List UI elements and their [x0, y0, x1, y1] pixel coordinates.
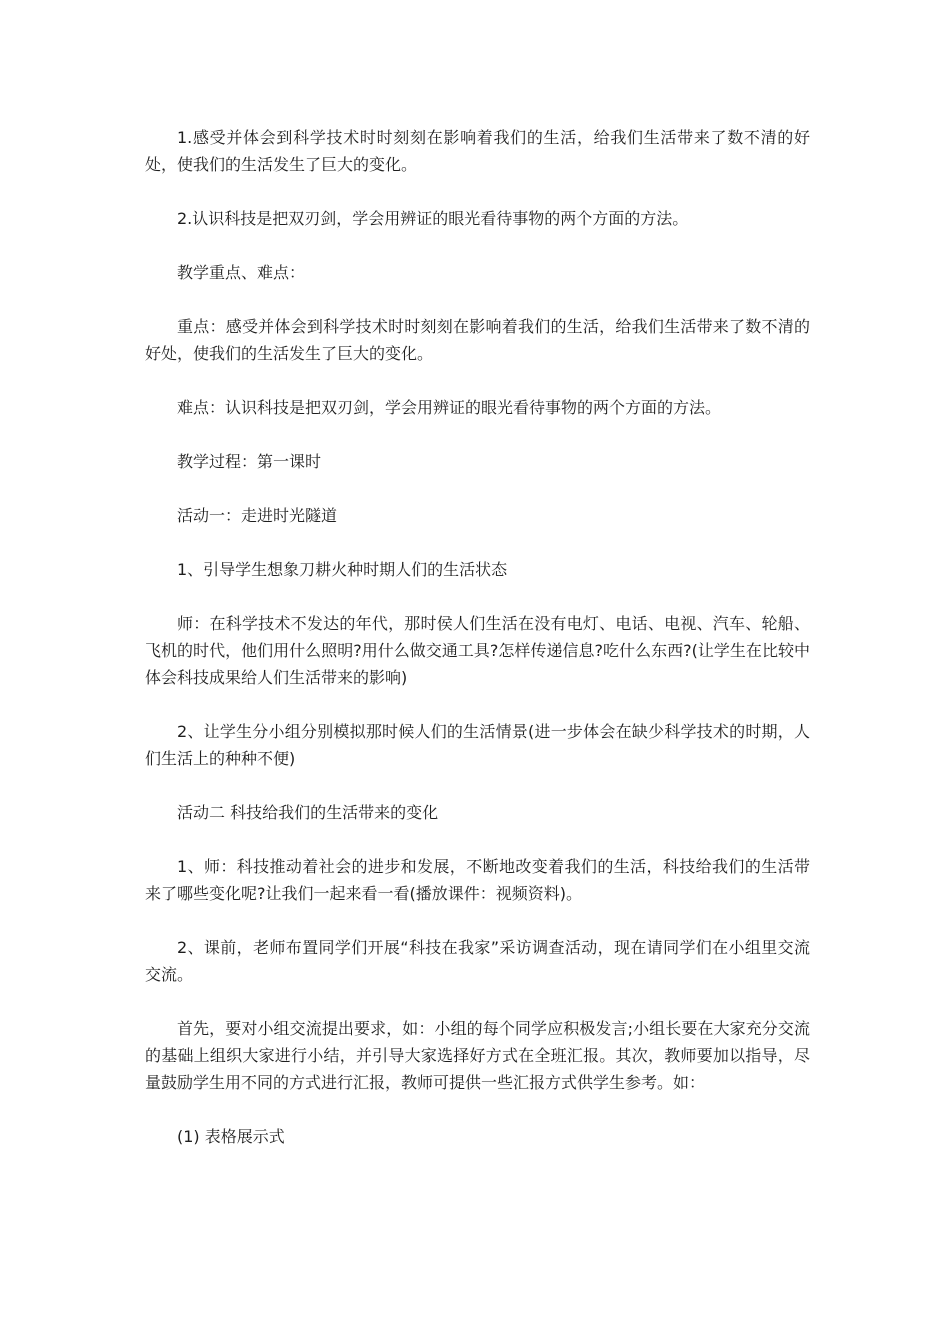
heading-activity-2: 活动二 科技给我们的生活带来的变化 — [177, 803, 439, 822]
paragraph-group-requirements: 首先，要对小组交流提出要求，如：小组的每个同学应积极发言;小组长要在大家充分交流的基础上组织大家进行小结，并引导大家选择好方式在全班汇报。其次，教师要加以指导，尽量鼓励学生用不同的方式进行汇报，教师可提供一些汇报方式供学生参考。如： — [145, 1019, 810, 1092]
paragraph-activity-1-step-1: 1、引导学生想象刀耕火种时期人们的生活状态 — [177, 560, 508, 579]
paragraph-difficult-point: 难点：认识科技是把双刃剑，学会用辨证的眼光看待事物的两个方面的方法。 — [177, 398, 722, 417]
paragraph-key-point: 重点：感受并体会到科学技术时时刻刻在影响着我们的生活，给我们生活带来了数不清的好处，使我们的生活发生了巨大的变化。 — [145, 317, 810, 363]
heading-key-difficult-points: 教学重点、难点： — [177, 263, 306, 282]
document-body — [145, 124, 810, 1177]
paragraph-activity-2-step-2: 2、课前，老师布置同学们开展“科技在我家”采访调查活动，现在请同学们在小组里交流交流。 — [145, 938, 810, 984]
paragraph-activity-1-step-2: 2、让学生分小组分别模拟那时候人们的生活情景(进一步体会在缺少科学技术的时期，人们生活上的种种不便) — [145, 722, 810, 768]
heading-activity-1: 活动一：走进时光隧道 — [177, 506, 338, 525]
paragraph-teacher-question: 师：在科学技术不发达的年代，那时侯人们生活在没有电灯、电话、电视、汽车、轮船、飞机的时代，他们用什么照明?用什么做交通工具?怎样传递信息?吃什么东西?(让学生在比较中体会科技成果给人们生活带来的影响) — [145, 614, 810, 687]
paragraph-objective-1: 1.感受并体会到科学技术时时刻刻在影响着我们的生活，给我们生活带来了数不清的好处，使我们的生活发生了巨大的变化。 — [145, 128, 810, 174]
paragraph-table-display: (1) 表格展示式 — [177, 1127, 285, 1146]
heading-teaching-process: 教学过程：第一课时 — [177, 452, 322, 471]
paragraph-objective-2: 2.认识科技是把双刃剑，学会用辨证的眼光看待事物的两个方面的方法。 — [177, 209, 689, 228]
paragraph-activity-2-step-1: 1、师：科技推动着社会的进步和发展，不断地改变着我们的生活，科技给我们的生活带来了哪些变化呢?让我们一起来看一看(播放课件：视频资料)。 — [145, 857, 810, 903]
